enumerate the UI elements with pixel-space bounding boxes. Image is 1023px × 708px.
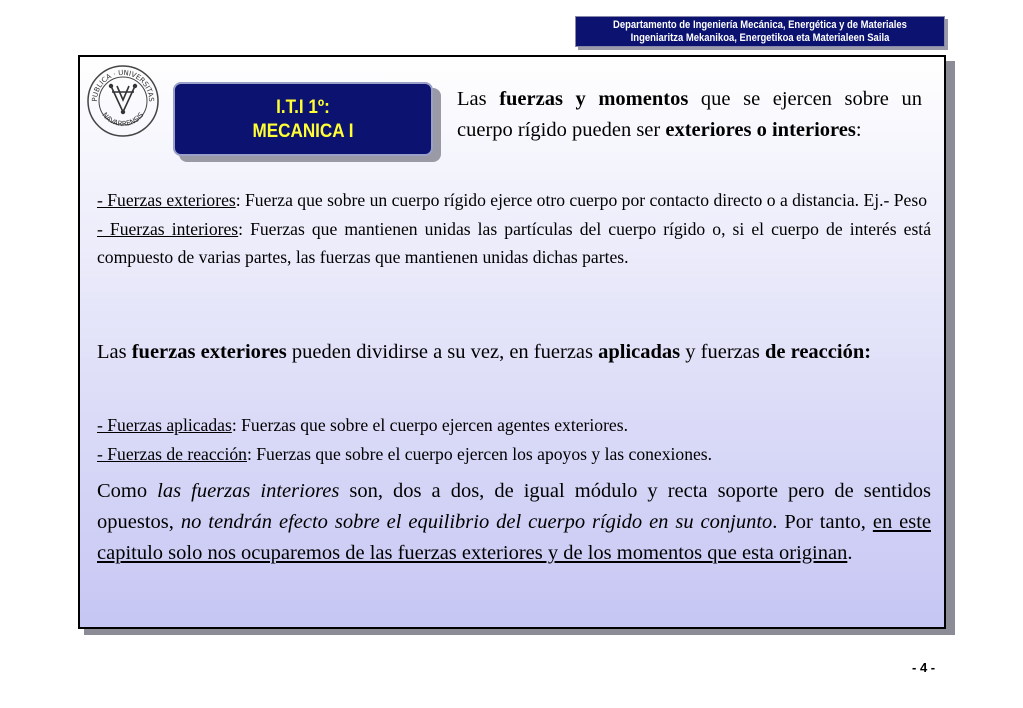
external-forces-label: - Fuerzas exteriores	[97, 190, 236, 210]
svg-text:NAVARRENSIS: NAVARRENSIS	[100, 111, 146, 129]
applied-forces-definition: - Fuerzas aplicadas: Fuerzas que sobre el cuerpo ejercen agentes exteriores.	[97, 415, 628, 435]
reaction-forces-label: - Fuerzas de reacción	[97, 443, 247, 464]
course-title-box	[173, 82, 433, 156]
course-name: MECANICA I	[252, 121, 354, 142]
applied-forces-label: - Fuerzas aplicadas	[97, 415, 232, 435]
department-banner	[575, 16, 945, 47]
department-name-es: Departamento de Ingeniería Mecánica, Energética y de Materiales	[613, 19, 907, 31]
reaction-forces-definition: - Fuerzas de reacción: Fuerzas que sobre el cuerpo ejercen los apoyos y las conexiones.	[97, 443, 713, 464]
force-subtypes	[97, 411, 931, 468]
force-definitions	[97, 186, 931, 272]
conclusion-paragraph: Como las fuerzas interiores son, dos a dos, de igual módulo y recta soporte pero de sentidos opuestos, no tendrán efecto sobre el equilibrio del cuerpo rígido en su conjunto. Por tanto, en este capitulo solo nos ocuparemos de las fuerzas exteriores y de los momentos que esta originan.	[97, 480, 932, 564]
course-code: I.T.I 1º:	[276, 97, 330, 118]
page-number: - 4 -	[912, 660, 936, 675]
department-name-eu: Ingeniaritza Mekanikoa, Energetikoa eta Materialeen Saila	[630, 32, 890, 44]
internal-forces-definition: - Fuerzas interiores: Fuerzas que mantienen unidas las partículas del cuerpo rígido o, si el cuerpo de interés está compuesto de varias partes, las fuerzas que mantienen unidas dichas partes.	[97, 218, 932, 267]
university-seal-logo	[86, 64, 160, 138]
division-paragraph: Las fuerzas exteriores pueden dividirse a su vez, en fuerzas aplicadas y fuerzas de reacción:	[97, 341, 872, 363]
external-forces-definition: - Fuerzas exteriores: Fuerza que sobre un cuerpo rígido ejerce otro cuerpo por contacto directo o a distancia. Ej.- Peso	[97, 190, 928, 210]
internal-forces-label: - Fuerzas interiores	[97, 218, 239, 239]
svg-text:PUBLICA · UNIVERSITAS: PUBLICA · UNIVERSITAS	[90, 68, 156, 102]
intro-paragraph: Las fuerzas y momentos que se ejercen sobre un cuerpo rígido pueden ser exteriores o interiores:	[457, 88, 922, 141]
